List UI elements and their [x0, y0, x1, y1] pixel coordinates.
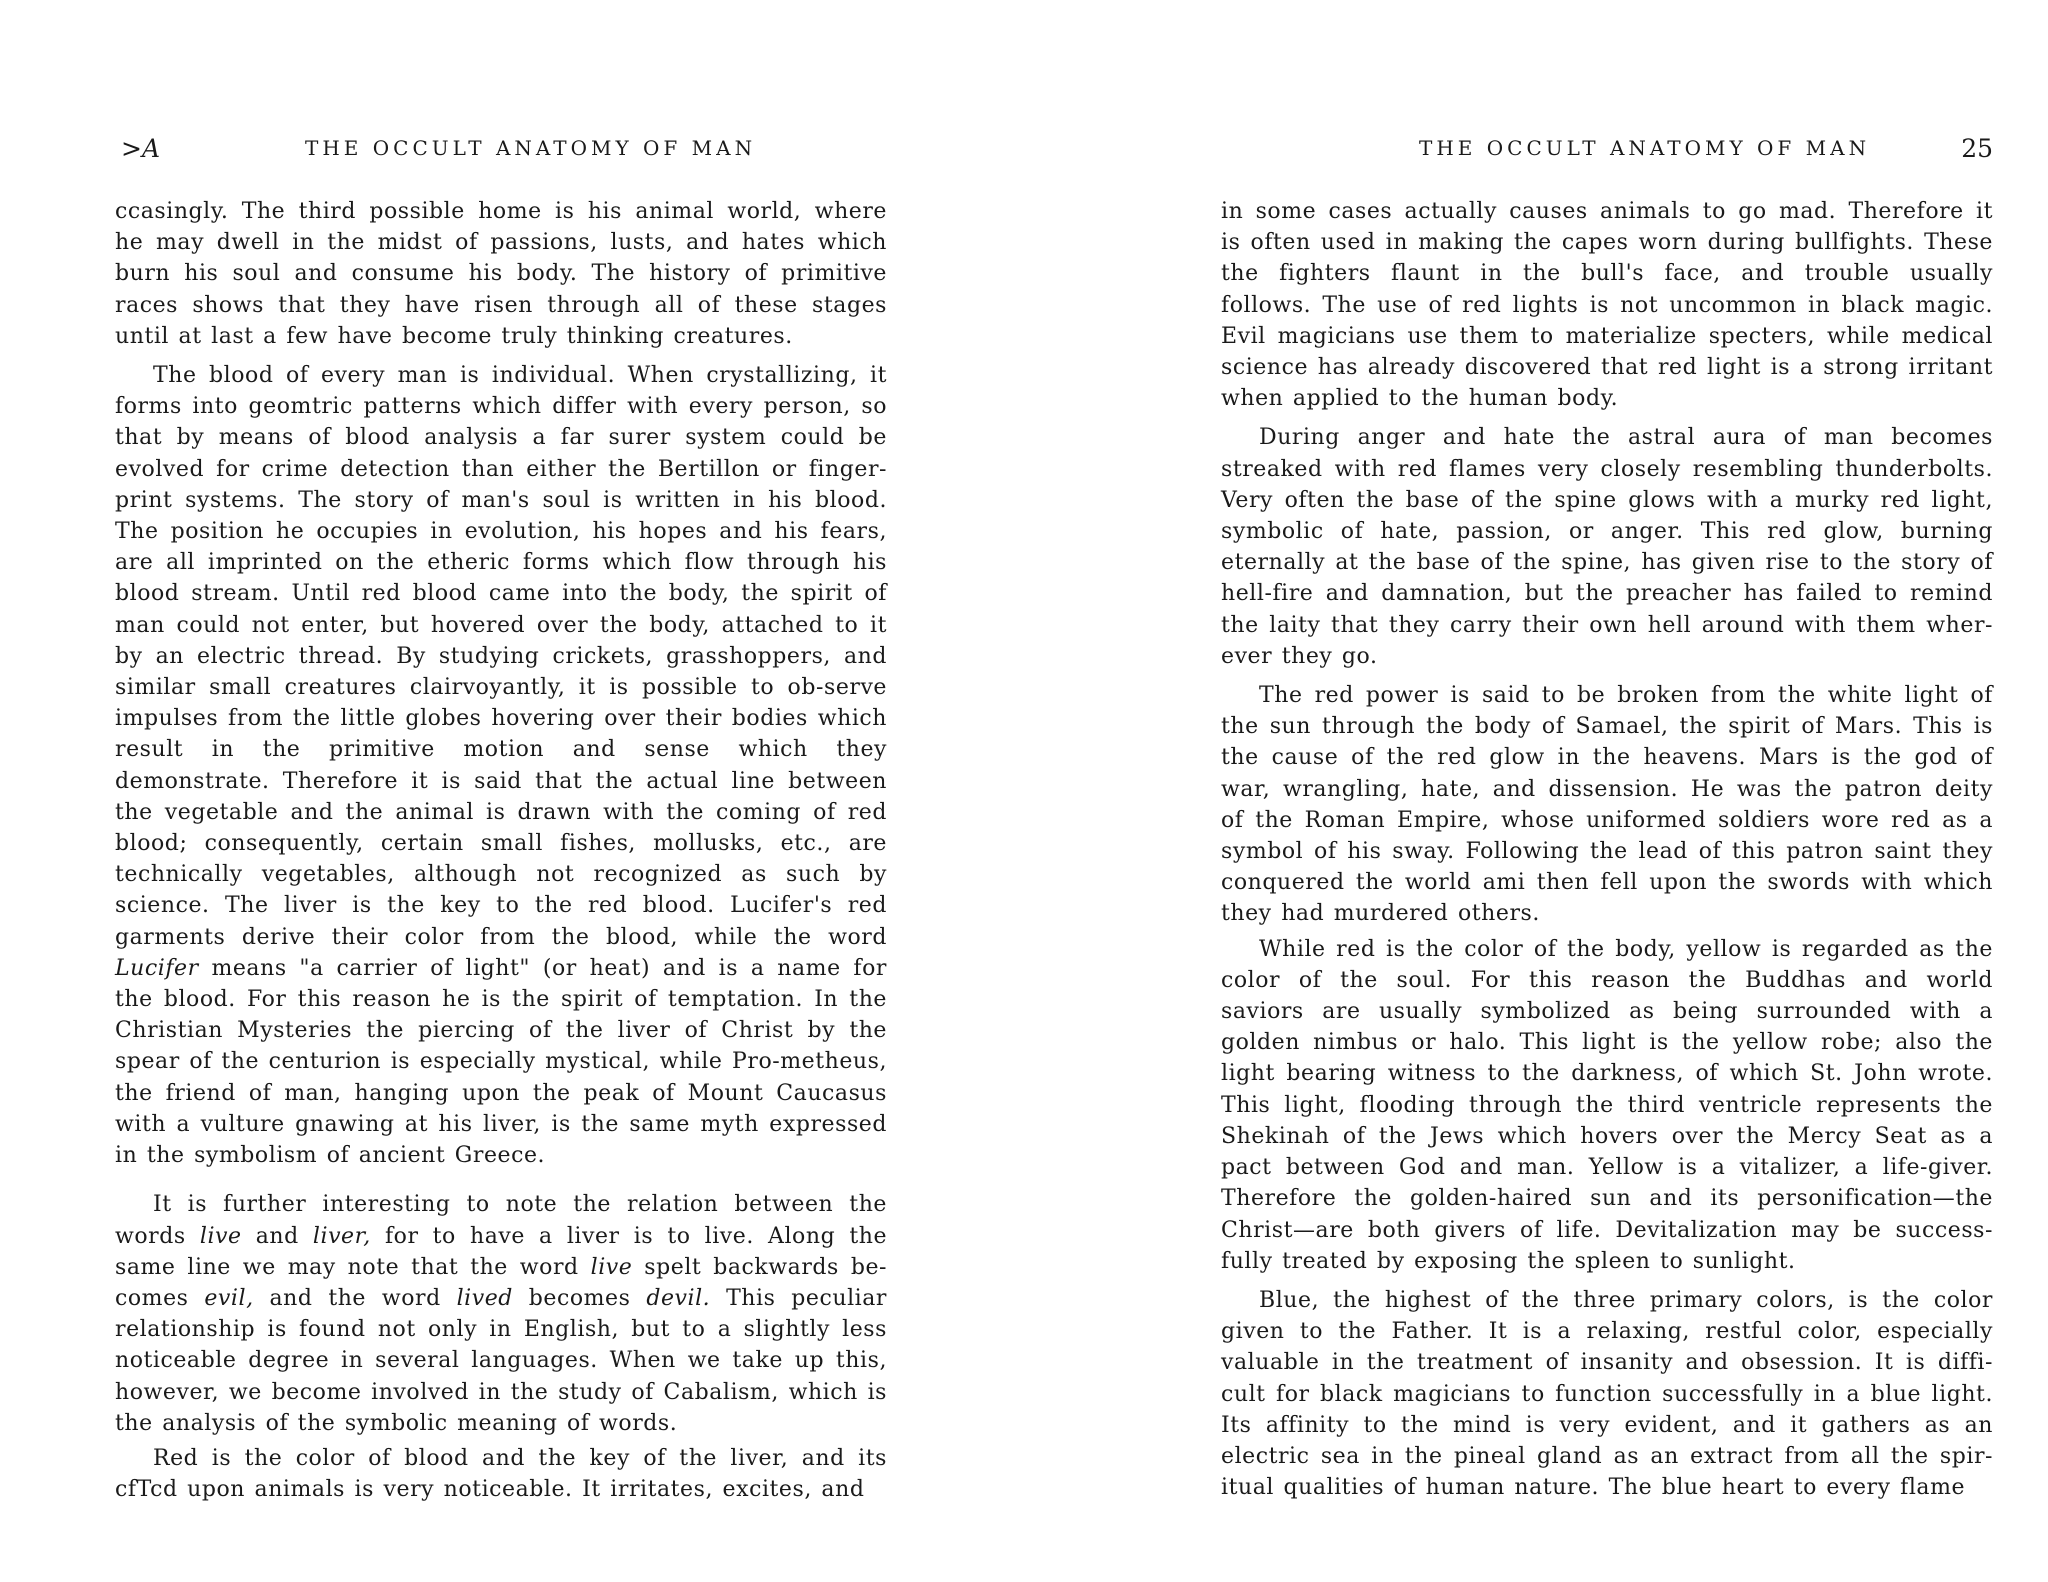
italic-word: live: [199, 1223, 242, 1249]
italic-word: evil,: [204, 1285, 254, 1311]
italic-word: live: [590, 1254, 633, 1280]
paragraph: in some cases actually causes animals to go mad. Therefore it is often used in making the capes worn during bullfights. These the fighters flaunt in the bull's face, and trouble usually follows. The use of red lights is not uncommon in black magic. Evil magicians use them to materialize specters, while medical science has already discovered that red light is a strong irritant when applied to the human body.: [1221, 199, 1993, 412]
paragraph: During anger and hate the astral aura of man becomes streaked with red flames very closely resembling thunderbolts. Very often the base of the spine glows with a murky red light, symbolic of hate, passion, or anger. This red glow, burning eternally at the base of the spine, has given rise to the story of hell-fire and damnation, but the preacher has failed to remind the laity that they carry their own hell around with them wher-ever they go.: [1221, 425, 1993, 669]
left-page: [115, 0, 887, 1582]
italic-word: devil.: [646, 1285, 711, 1311]
running-header: [1221, 134, 1993, 168]
paragraph: [115, 360, 887, 1171]
paragraph: ccasingly. The third possible home is his animal world, where he may dwell in the midst of passions, lusts, and hates which burn his soul and consume his body. The history of primitive races shows that they have risen through all of these stages until at last a few have become truly thinking creatures.: [115, 199, 887, 349]
paragraph-text: spelt backwards be-comes: [115, 1254, 888, 1311]
paragraph-text: The blood of every man is individual. When crystallizing, it forms into geomtric patterns which differ with every person, so that by means of blood analysis a far surer system could be evolved for crime detection than either the Bertillon or finger-print systems. The story of man's soul is written in his blood. The position he occupies in evolution, his hopes and his fears, are all imprinted on the etheric forms which flow through his blood stream. Until red blood came into the body, the spirit of man could not enter, but hovered over the body, attached to it by an electric thread. By studying crickets, grasshoppers, and similar small creatures clairvoyantly, it is possible to ob-serve impulses from the little globes hovering over their bodies which result in the primitive motion and sense which they demonstrate. Therefore it is said that the actual line between the vegetable and the animal is drawn with the coming of red blood; consequently, certain small fishes, mollusks, etc., are technically vegetables, although not recognized as such by science. The liver is the key to the red blood. Lucifer's red garments derive their color from the blood, while the word: [115, 363, 887, 950]
paragraph: [115, 1189, 887, 1439]
paragraph: Blue, the highest of the three primary colors, is the color given to the Father. It is a relaxing, restful color, especially valuable in the treatment of insanity and obsession. It is diffi-cult for black magicians to function successfully in a blue light. Its affinity to the mind is very evident, and it gathers as an electric sea in the pineal gland as an extract from all the spir-itual qualities of human nature. The blue heart to every flame: [1221, 1287, 1993, 1501]
paragraph-text: and the word: [269, 1285, 441, 1311]
page-body: [1221, 196, 1993, 1503]
italic-word: liver,: [312, 1223, 371, 1249]
paragraph: Red is the color of blood and the key of the liver, and its cfTcd upon animals is very noticeable. It irritates, excites, and: [115, 1445, 887, 1503]
paragraph: While red is the color of the body, yellow is regarded as the color of the soul. For this reason the Buddhas and world saviors are usually symbolized as being surrounded with a golden nimbus or halo. This light is the yellow robe; also the light bearing witness to the darkness, of which St. John wrote. This light, flooding through the third ventricle represents the Shekinah of the Jews which hovers over the Mercy Seat as a pact between God and man. Yellow is a vitalizer, a life-giver. Therefore the golden-haired sun and its personification—the Christ—are both givers of life. Devitalization may be success-fully treated by exposing the spleen to sunlight.: [1221, 936, 1993, 1274]
italic-word: Lucifer: [115, 955, 199, 981]
page-number: >A: [121, 134, 161, 163]
paragraph-text: for to have a liver is to live. Along the same line we may note that the word: [115, 1223, 888, 1280]
paragraph-text: and: [255, 1223, 299, 1249]
italic-word: lived: [456, 1285, 513, 1311]
paragraph: The red power is said to be broken from the white light of the sun through the body of Samael, the spirit of Mars. This is the cause of the red glow in the heavens. Mars is the god of war, wrangling, hate, and dissension. He was the patron deity of the Roman Empire, whose uniformed soldiers wore red as a symbol of his sway. Following the lead of this patron saint they conquered the world ami then fell upon the swords with which they had murdered others.: [1221, 683, 1993, 927]
page-number: 25: [1961, 134, 1993, 163]
paragraph-text: This peculiar relationship is found not only in English, but to a slightly less noticeable degree in several languages. When we take up this, however, we become involved in the study of Cabalism, which is the analysis of the symbolic meaning of words.: [115, 1285, 887, 1436]
paragraph-text: becomes: [528, 1285, 631, 1311]
right-page: [1221, 0, 1993, 1582]
running-head-title: THE OCCULT ANATOMY OF MAN: [305, 136, 757, 160]
running-head-title: THE OCCULT ANATOMY OF MAN: [1419, 136, 1871, 160]
page-body: [115, 196, 887, 1505]
paragraph-text: means "a carrier of light" (or heat) and is a name for the blood. For this reason he is the spirit of temptation. In the Christian Mysteries the piercing of the liver of Christ by the spear of the centurion is especially mystical, while Pro-metheus, the friend of man, hanging upon the peak of Mount Caucasus with a vulture gnawing at his liver, is the same myth expressed in the symbolism of ancient Greece.: [115, 955, 887, 1169]
running-header: [115, 134, 887, 168]
paragraph-text: It is further interesting to note the relation between the words: [115, 1192, 887, 1249]
